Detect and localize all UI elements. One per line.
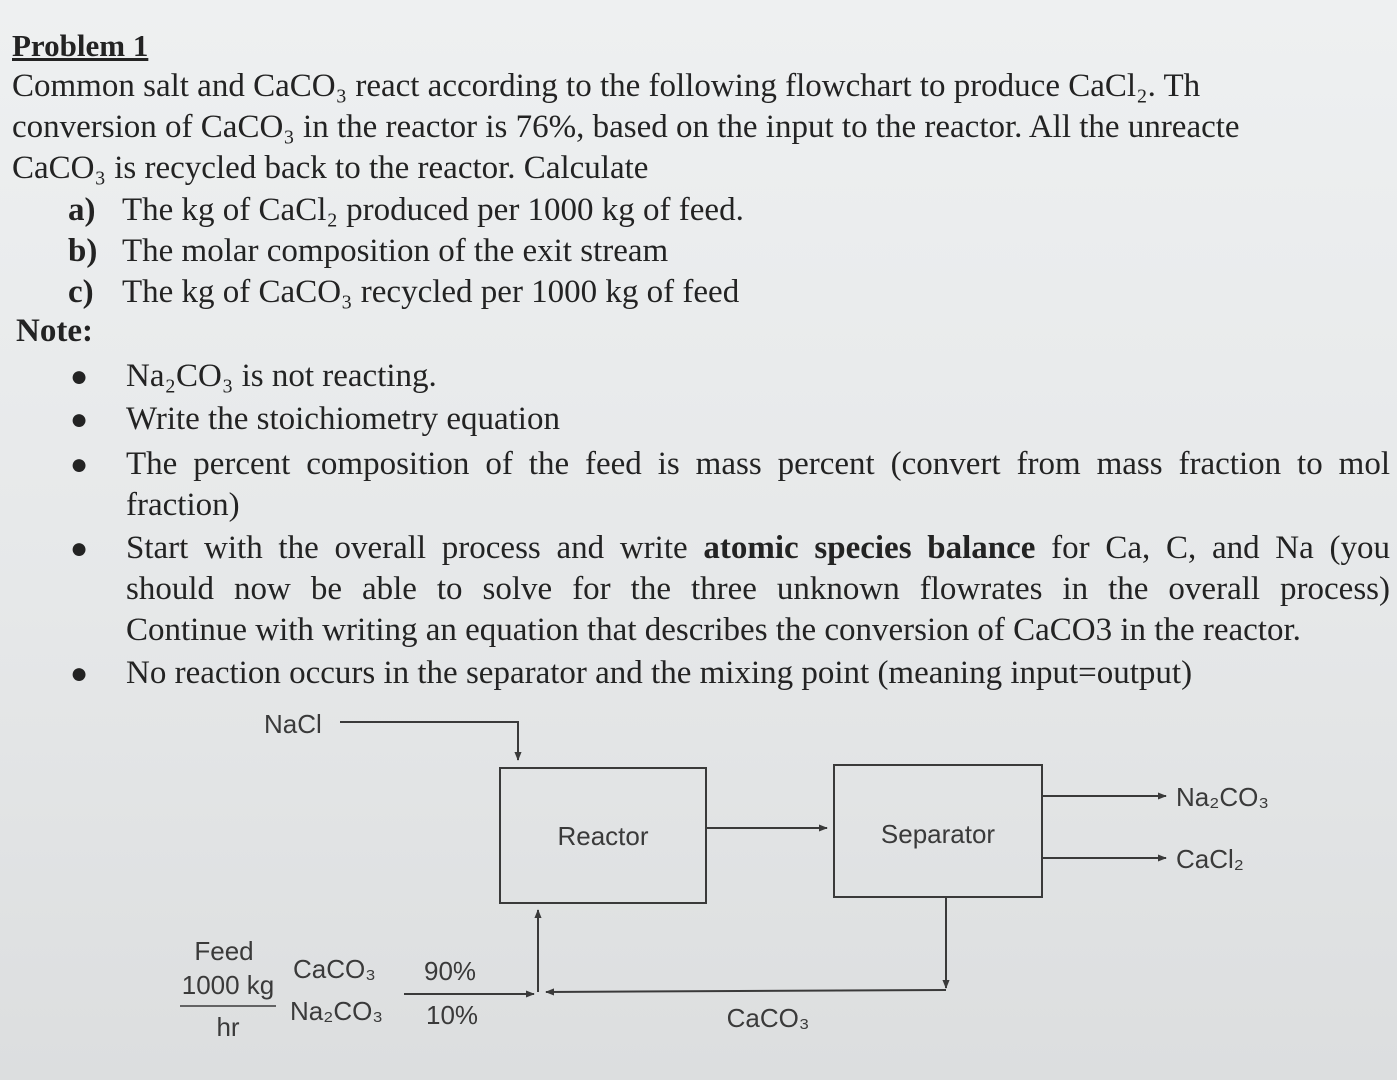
note-1-text: Na₂CO₃ is not reacting. [126, 358, 437, 394]
separator-label: Separator [880, 819, 996, 849]
recycle-return-arrow [546, 990, 946, 992]
recycle-label: CaCO₃ [726, 1003, 810, 1033]
question-b-text: The molar composition of the exit stream [122, 233, 669, 269]
feed-label: Feed [194, 936, 254, 966]
feed-unit-label: hr [216, 1012, 240, 1042]
note-5-text: No reaction occurs in the separator and the mixing point (meaning input=output) [126, 655, 1193, 691]
note-4-text-b: for Ca, C, and Na (you [1035, 530, 1390, 566]
reactor-label: Reactor [557, 821, 649, 851]
intro-line-2: conversion of CaCO₃ in the reactor is 76%, based on the input to the reactor. All the unreacte [12, 109, 1240, 145]
note-2-text: Write the stoichiometry equation [126, 401, 560, 437]
cacl2-output-label: CaCl₂ [1176, 844, 1244, 874]
note-4-text-bold: atomic species balance [703, 530, 1036, 566]
intro-line-3: CaCO₃ is recycled back to the reactor. Calculate [12, 150, 649, 186]
question-a-label: a) [68, 192, 96, 228]
bullet-icon: ● [70, 360, 89, 393]
feed-percent-2: 10% [426, 1000, 479, 1030]
question-c-label: c) [68, 274, 94, 310]
feed-percent-1: 90% [424, 956, 477, 986]
na2co3-output-label: Na₂CO₃ [1176, 782, 1269, 812]
question-b-label: b) [68, 233, 98, 269]
note-3-line-2: fraction) [126, 487, 240, 523]
bullet-icon: ● [70, 657, 89, 690]
feed-component-1: CaCO₃ [293, 954, 376, 984]
note-4-text-a: Start with the overall process and write [126, 530, 704, 566]
feed-component-2: Na₂CO₃ [290, 996, 383, 1026]
note-3-line-1: The percent composition of the feed is mass percent (convert from mass fraction to mol [126, 446, 1390, 482]
nacl-label: NaCl [264, 709, 322, 739]
intro-line-1: Common salt and CaCO₃ react according to the following flowchart to produce CaCl₂. Th [12, 68, 1201, 104]
note-4-line-3: Continue with writing an equation that describes the conversion of CaCO3 in the reactor. [126, 612, 1301, 648]
note-4-line-2: should now be able to solve for the three unknown flowrates in the overall process) [126, 571, 1390, 607]
bullet-icon: ● [70, 403, 89, 436]
question-c-text: The kg of CaCO₃ recycled per 1000 kg of feed [122, 274, 740, 310]
note-label: Note: [16, 313, 93, 349]
feed-rate-label: 1000 kg [181, 970, 275, 1000]
nacl-stream-arrow [340, 722, 518, 760]
question-a-text: The kg of CaCl₂ produced per 1000 kg of feed. [122, 192, 744, 228]
problem-title: Problem 1 [12, 28, 149, 63]
bullet-icon: ● [70, 532, 89, 565]
bullet-icon: ● [70, 448, 89, 481]
